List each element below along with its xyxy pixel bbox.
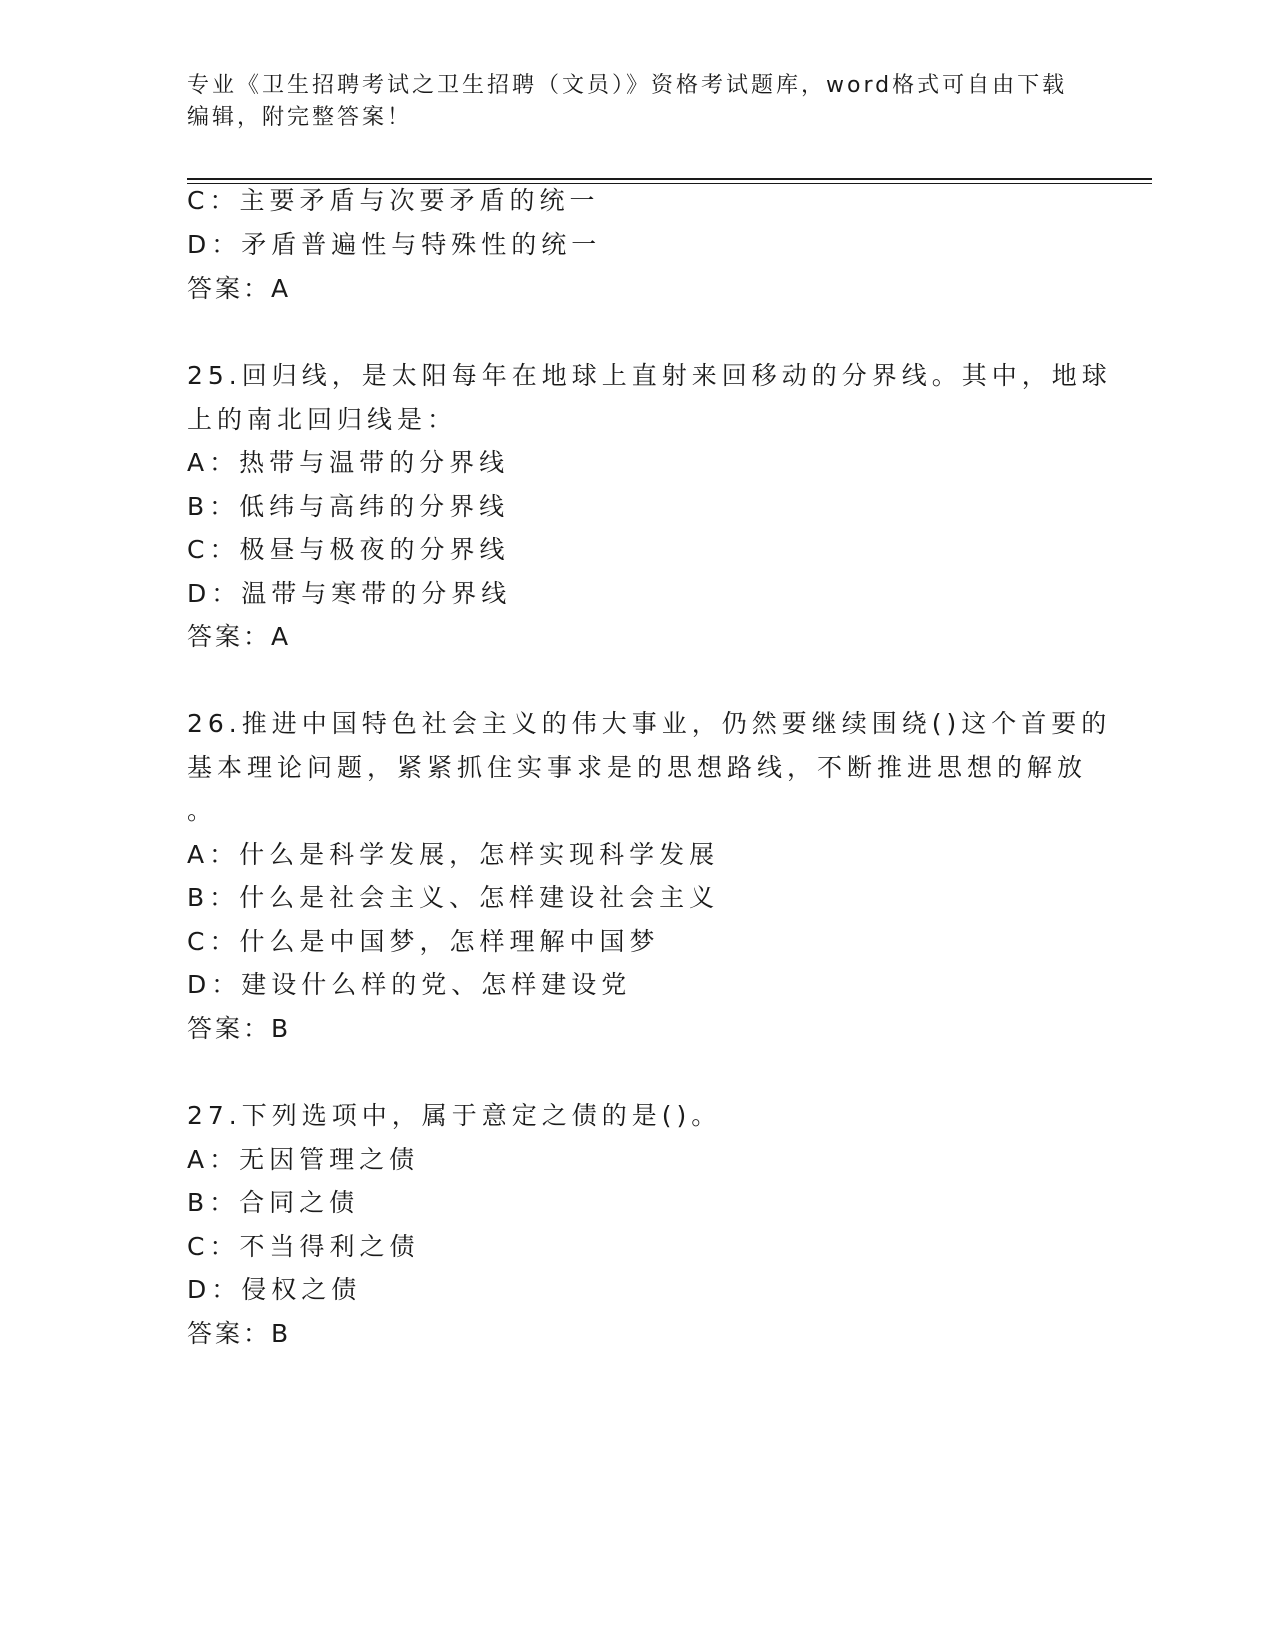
q25-option-a: A：热带与温带的分界线 — [187, 448, 510, 477]
q27-stem-line1: 27.下列选项中，属于意定之债的是()。 — [187, 1101, 722, 1130]
document-header — [187, 70, 1087, 134]
q25-stem-line1: 25.回归线，是太阳每年在地球上直射来回移动的分界线。其中，地球 — [187, 361, 1112, 390]
q26-stem-line3: 。 — [187, 796, 218, 825]
q24-option-d: D：矛盾普遍性与特殊性的统一 — [187, 230, 602, 259]
q27-option-a: A：无因管理之债 — [187, 1145, 420, 1174]
q27-option-c: C：不当得利之债 — [187, 1232, 420, 1261]
q25-stem-line2: 上的南北回归线是： — [187, 405, 458, 434]
q27-answer: 答案：B — [187, 1319, 292, 1348]
header-title-line1: 专业《卫生招聘考试之卫生招聘（文员）》资格考试题库，word格式可自由下载 — [187, 73, 1068, 98]
q26-stem-line1: 26.推进中国特色社会主义的伟大事业，仍然要继续围绕()这个首要的 — [187, 709, 1112, 738]
q26-option-d: D：建设什么样的党、怎样建设党 — [187, 970, 632, 999]
q25-option-b: B：低纬与高纬的分界线 — [187, 492, 510, 521]
q26-option-b: B：什么是社会主义、怎样建设社会主义 — [187, 883, 720, 912]
header-divider-thick — [187, 178, 1152, 180]
q24-option-c: C：主要矛盾与次要矛盾的统一 — [187, 186, 600, 215]
q26-option-c: C：什么是中国梦，怎样理解中国梦 — [187, 927, 660, 956]
q27-option-d: D：侵权之债 — [187, 1275, 362, 1304]
header-title-line2: 编辑，附完整答案！ — [187, 105, 413, 130]
q26-option-a: A：什么是科学发展，怎样实现科学发展 — [187, 840, 720, 869]
q25-option-c: C：极昼与极夜的分界线 — [187, 535, 510, 564]
q26-stem-line2: 基本理论问题，紧紧抓住实事求是的思想路线，不断推进思想的解放 — [187, 753, 1088, 782]
q25-answer: 答案：A — [187, 622, 292, 651]
q27-option-b: B：合同之债 — [187, 1188, 360, 1217]
q25-option-d: D：温带与寒带的分界线 — [187, 579, 512, 608]
q24-answer: 答案：A — [187, 274, 292, 303]
q26-answer: 答案：B — [187, 1014, 292, 1043]
